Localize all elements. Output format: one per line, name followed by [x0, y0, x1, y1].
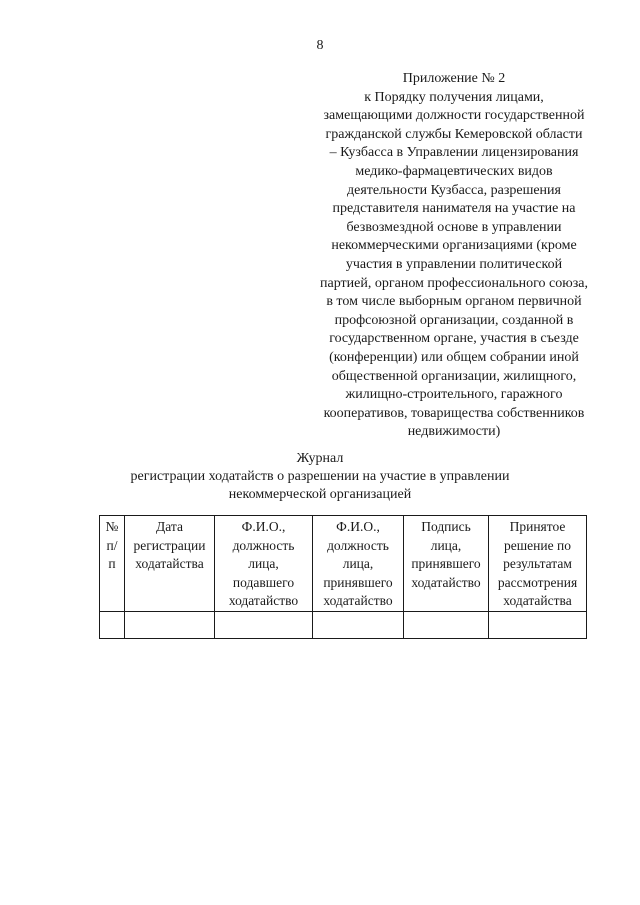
header-cell-signature: Подпись лица, принявшего ходатайство [404, 516, 489, 612]
appendix-line: замещающими должности государственной [323, 108, 585, 124]
appendix-line: общественной организации, жилищного, [331, 368, 577, 384]
appendix-line: Приложение № 2 [402, 71, 506, 86]
journal-title-line: регистрации ходатайств о разрешении на участие в управлении [130, 469, 510, 484]
header-cell-decision: Принятое решение по результатам рассмотрения ходатайства [489, 516, 587, 612]
appendix-line: государственном органе, участия в съезде [329, 331, 579, 347]
appendix-line: партией, органом профессионального союза, [320, 275, 588, 291]
appendix-line: гражданской службы Кемеровской области [325, 126, 583, 142]
table-cell [215, 611, 313, 638]
appendix-line: недвижимости) [407, 424, 501, 440]
appendix-line: профсоюзной организации, созданной в [334, 312, 574, 328]
table-cell [313, 611, 404, 638]
appendix-line: (конференции) или общем собрании иной [329, 349, 579, 365]
appendix-line: участия в управлении политической [345, 256, 563, 272]
table-cell [489, 611, 587, 638]
table-row [100, 611, 587, 638]
header-cell-receiver: Ф.И.О., должность лица, принявшего ходатайство [313, 516, 404, 612]
appendix-line: безвозмездной основе в управлении [346, 219, 562, 235]
header-cell-date: Дата регистрации ходатайства [125, 516, 215, 612]
journal-title [60, 450, 580, 504]
header-cell-applicant: Ф.И.О., должность лица, подавшего ходатайство [215, 516, 313, 612]
appendix-line: деятельности Кузбасса, разрешения [347, 182, 561, 198]
registry-table [99, 515, 587, 639]
appendix-line: – Кузбасса в Управлении лицензирования [329, 145, 579, 161]
appendix-line: некоммерческими организациями (кроме [331, 238, 577, 254]
table-cell [125, 611, 215, 638]
header-cell-number: № п/ п [100, 516, 125, 612]
table-cell [404, 611, 489, 638]
appendix-caption [298, 70, 610, 442]
appendix-line: жилищно-строительного, гаражного [345, 387, 563, 403]
table-cell [100, 611, 125, 638]
journal-title-line: Журнал [296, 451, 344, 466]
appendix-line: к Порядку получения лицами, [364, 89, 544, 105]
appendix-line: медико-фармацевтических видов [355, 163, 553, 179]
journal-title-line: некоммерческой организацией [228, 487, 412, 502]
page-number: 8 [316, 38, 324, 53]
table-header-row [100, 516, 587, 612]
appendix-line: представителя нанимателя на участие на [332, 201, 576, 217]
appendix-line: кооперативов, товарищества собственников [323, 405, 585, 421]
appendix-line: в том числе выборным органом первичной [326, 294, 582, 310]
